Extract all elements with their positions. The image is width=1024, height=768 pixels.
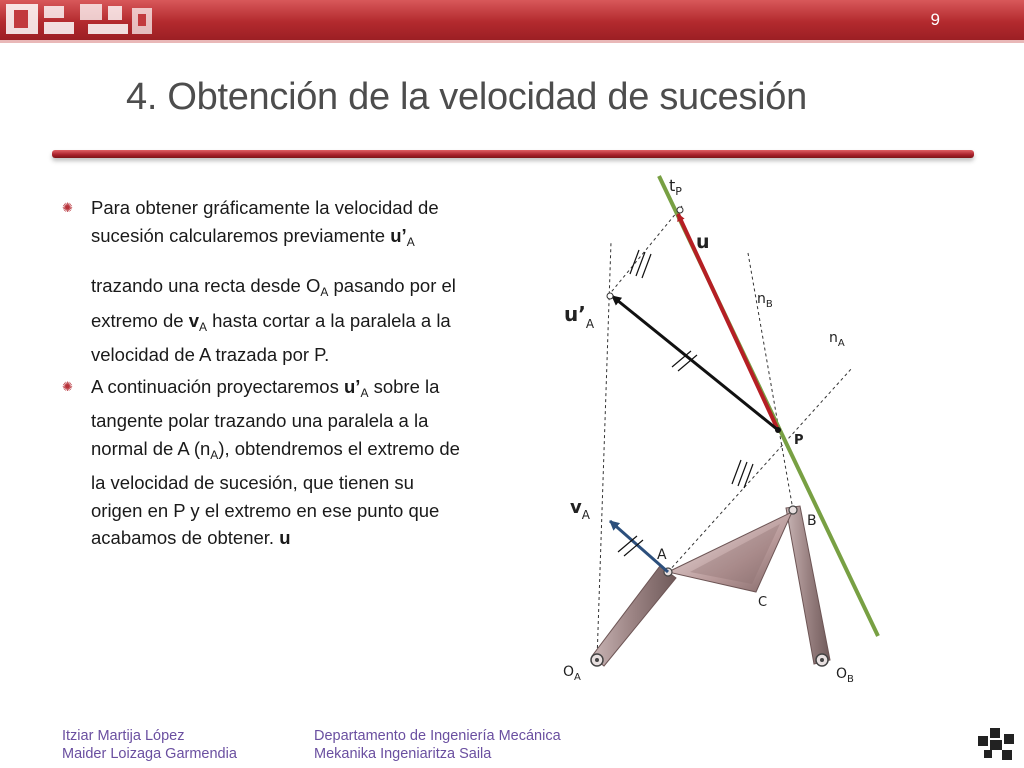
bullet-icon: ✺	[62, 200, 73, 215]
velocity-u-arrow	[678, 214, 778, 430]
u-prime-endpoint	[607, 293, 613, 299]
label-u: u	[696, 231, 710, 253]
variable-v: v	[188, 309, 199, 331]
link-ob-b	[786, 506, 830, 664]
subscript: A	[210, 447, 219, 462]
bullet-text: trazando una recta	[91, 275, 246, 296]
footer-authors	[62, 727, 237, 763]
label-p: P	[794, 433, 804, 448]
slide-title: 4. Obtención de la velocidad de sucesión	[126, 76, 807, 118]
footer-logo-icon	[976, 726, 1016, 762]
projection-line	[608, 206, 682, 296]
bullet-text: ), obtendremos el extremo de la velocidad de sucesión, que tienen su origen en P y el extremo en ese punto que acabamos de obtener.	[91, 437, 460, 548]
bullet-text: pasando por el extremo de	[91, 275, 456, 331]
parallel-marks-right	[732, 460, 753, 488]
subscript: A	[198, 319, 207, 334]
parallel-line-through-oa	[597, 242, 611, 660]
subscript: A	[406, 234, 415, 249]
label-ob: $O_B$	[836, 666, 854, 685]
label-b: B	[807, 513, 817, 529]
bullet-icon: ✺	[62, 378, 73, 394]
page-number: 9	[930, 10, 940, 29]
variable-u-prime: u’	[390, 224, 407, 246]
label-na: $n_A$	[829, 330, 845, 349]
variable-u-prime: u’	[343, 375, 361, 397]
parallel-marks-top	[630, 250, 651, 278]
label-u-prime-a: $u’_A$	[564, 302, 595, 331]
variable-u: u	[279, 527, 291, 548]
bullet-text: hasta cortar a la paralela a la velocidad de A trazada por P.	[91, 309, 451, 365]
subscript: A	[320, 285, 329, 299]
point-p	[775, 427, 781, 433]
projection-point	[677, 207, 683, 213]
department-name: Departamento de Ingeniería Mecánica	[314, 728, 561, 744]
label-nb: $n_B$	[757, 291, 773, 310]
link-oa-a	[592, 566, 676, 666]
joint-oa-inner	[595, 658, 599, 662]
joint-ob-inner	[820, 658, 824, 662]
label-a: A	[657, 547, 667, 563]
author-name: Itziar Martija López	[62, 728, 185, 744]
label-va: $v_A$	[570, 497, 590, 522]
label-tp: $t_P$	[669, 176, 682, 198]
joint-b	[789, 506, 797, 514]
author-name: Maider Loizaga Garmendia	[62, 746, 237, 762]
bullet-text: sobre la tangente polar trazando una paralela a la normal de A (n	[91, 375, 440, 459]
department-name: Mekanika Ingeniaritza Saila	[314, 746, 492, 762]
subscript: A	[360, 385, 369, 400]
bullet-text: A continuación proyectaremos	[91, 375, 344, 397]
bullet-text: Para obtener gráficamente la velocidad de sucesión calcularemos previamente	[91, 197, 439, 246]
bullet-text: desde O	[250, 275, 321, 296]
u-prime-a-arrow	[612, 296, 778, 430]
label-oa: $O_A$	[563, 664, 581, 683]
footer-department	[314, 727, 561, 763]
label-c: C	[758, 595, 768, 610]
